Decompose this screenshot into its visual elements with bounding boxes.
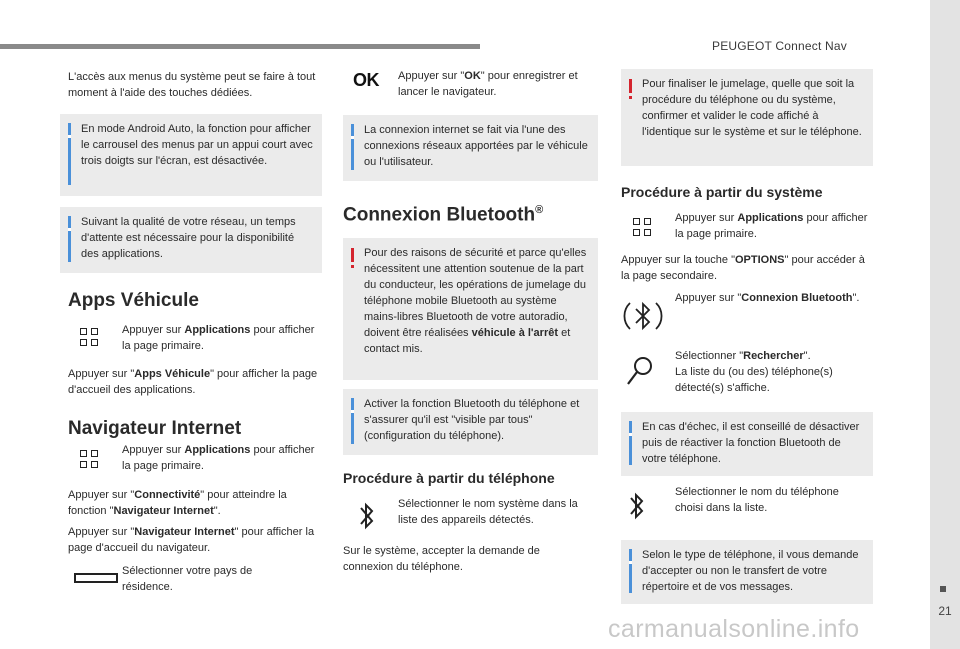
- system-step-5: Sélectionner le nom du téléphone choisi dans la liste.: [675, 486, 839, 514]
- info-icon: [351, 398, 354, 444]
- info-icon: [68, 216, 71, 262]
- section-title-apps: Apps Véhicule: [68, 290, 199, 311]
- info-box-failure: [621, 412, 873, 476]
- ok-step: Appuyer sur "OK" pour enregistrer et lancer le navigateur.: [398, 70, 578, 98]
- warning-box-safety: [343, 238, 598, 380]
- bluetooth-icon: [628, 489, 646, 523]
- info-icon: [629, 421, 632, 465]
- system-step-2: Appuyer sur la touche "OPTIONS" pour accéder à la page secondaire.: [621, 254, 865, 282]
- applications-grid-icon: [80, 450, 98, 468]
- warning-text: Pour finaliser le jumelage, quelle que soit la procédure du téléphone ou du système, confirmer et valider le code affiché à l'identique sur le système et sur le téléphone.: [642, 78, 862, 138]
- warning-text: Pour des raisons de sécurité et parce qu'elles nécessitent une attention soutenue de la part du conducteur, les opérations de jumelage du téléphone mobile Bluetooth au système mains-libres Bluetooth de votre autoradio, doivent être réalisées véhicule à l'arrêt et contact mis.: [364, 247, 587, 355]
- applications-grid-icon: [80, 328, 98, 346]
- browser-step-1: Appuyer sur Applications pour afficher la page primaire.: [122, 444, 315, 472]
- warning-icon: [351, 248, 354, 262]
- info-icon: [629, 549, 632, 593]
- page-number: 21: [938, 604, 952, 618]
- info-text: En mode Android Auto, la fonction pour afficher le carrousel des menus par un appui court avec trois doigts sur l'écran, est désactivée.: [81, 123, 313, 167]
- info-box-activate-bluetooth: [343, 389, 598, 455]
- info-box-internet: [343, 115, 598, 181]
- system-step-4: Sélectionner "Rechercher". La liste du (ou des) téléphone(s) détecté(s) s'affiche.: [675, 350, 833, 394]
- intro-text: L'accès aux menus du système peut se faire à tout moment à l'aide des touches dédiées.: [68, 71, 316, 99]
- warning-box-pairing: [621, 69, 873, 166]
- bluetooth-connection-icon: [622, 295, 664, 337]
- text-field-icon: [74, 573, 118, 583]
- browser-step-2: Appuyer sur "Connectivité" pour atteindre la fonction "Navigateur Internet".: [68, 489, 287, 517]
- info-text: La connexion internet se fait via l'une des connexions réseaux apportées par le véhicule ou l'utilisateur.: [364, 124, 588, 168]
- browser-step-4: Sélectionner votre pays de résidence.: [122, 565, 253, 593]
- page-header-title: PEUGEOT Connect Nav: [712, 39, 847, 53]
- info-text: Activer la fonction Bluetooth du téléphone et s'assurer qu'il est "visible par tous" (configuration du téléphone).: [364, 398, 580, 442]
- info-box-network: [60, 207, 322, 273]
- system-step-1: Appuyer sur Applications pour afficher la page primaire.: [675, 212, 868, 240]
- info-text: Suivant la qualité de votre réseau, un temps d'attente est nécessaire pour la disponibilité des applications.: [81, 216, 296, 260]
- info-text: En cas d'échec, il est conseillé de désactiver puis de réactiver la fonction Bluetooth de votre téléphone.: [642, 421, 860, 465]
- info-text: Selon le type de téléphone, il vous demande d'accepter ou non le transfert de votre répertoire et de vos messages.: [642, 549, 859, 593]
- page-edge-strip: [930, 0, 960, 649]
- section-title-browser: Navigateur Internet: [68, 418, 242, 439]
- header-rule: [0, 44, 480, 49]
- apps-step-2: Appuyer sur "Apps Véhicule" pour afficher la page d'accueil des applications.: [68, 368, 318, 396]
- bluetooth-icon: [358, 499, 376, 533]
- page-end-marker: [940, 586, 946, 592]
- watermark: carmanualsonline.info: [608, 615, 860, 643]
- phone-step-1: Sélectionner le nom système dans la liste des appareils détectés.: [398, 498, 578, 526]
- system-step-3: Appuyer sur "Connexion Bluetooth".: [675, 292, 860, 304]
- info-box-phone-type: [621, 540, 873, 604]
- info-icon: [351, 124, 354, 170]
- phone-step-2: Sur le système, accepter la demande de connexion du téléphone.: [343, 545, 540, 573]
- subsection-title-system: Procédure à partir du système: [621, 184, 823, 200]
- section-title-bluetooth: Connexion Bluetooth®: [343, 204, 544, 226]
- warning-icon: [629, 79, 632, 93]
- info-icon: [68, 123, 71, 185]
- info-box-android-auto: [60, 114, 322, 196]
- browser-step-3: Appuyer sur "Navigateur Internet" pour afficher la page d'accueil du navigateur.: [68, 526, 315, 554]
- ok-button-icon: OK: [353, 70, 379, 90]
- applications-grid-icon: [633, 218, 651, 236]
- search-icon: [625, 355, 655, 387]
- subsection-title-phone: Procédure à partir du téléphone: [343, 470, 555, 486]
- apps-step-1: Appuyer sur Applications pour afficher la page primaire.: [122, 324, 315, 352]
